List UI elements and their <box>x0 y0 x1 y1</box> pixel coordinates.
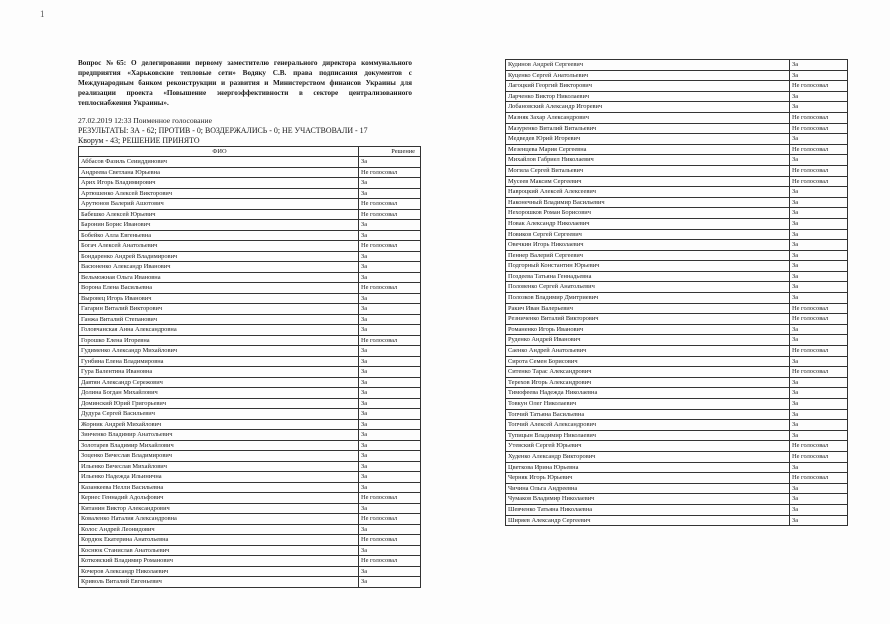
member-decision: Не голосовал <box>359 167 421 178</box>
member-name: Коснюк Станислав Анатольевич <box>79 545 359 556</box>
table-row <box>506 102 848 113</box>
member-name: Мазняк Захар Александрович <box>506 112 790 123</box>
member-decision: За <box>359 451 421 462</box>
member-decision: Не голосовал <box>790 314 848 325</box>
member-decision: За <box>790 282 848 293</box>
table-row <box>506 176 848 187</box>
member-name: Головчанская Анна Александровна <box>79 325 359 336</box>
member-name: Ситенко Тарас Александрович <box>506 367 790 378</box>
member-decision: За <box>359 472 421 483</box>
member-decision: За <box>359 220 421 231</box>
member-decision: За <box>359 230 421 241</box>
member-decision: За <box>359 367 421 378</box>
table-row <box>506 346 848 357</box>
member-decision: За <box>790 70 848 81</box>
table-row <box>79 388 421 399</box>
member-decision: За <box>359 356 421 367</box>
table-row <box>79 367 421 378</box>
page-mark: 1 <box>40 9 45 19</box>
member-decision: За <box>790 430 848 441</box>
member-decision: Не голосовал <box>359 514 421 525</box>
member-decision: За <box>359 178 421 189</box>
table-row <box>79 262 421 273</box>
member-decision: За <box>790 409 848 420</box>
member-name: Кернес Геннадий Адольфович <box>79 493 359 504</box>
member-name: Артюшенко Алексей Викторович <box>79 188 359 199</box>
member-name: Бондаренко Андрей Владимирович <box>79 251 359 262</box>
member-decision: За <box>359 398 421 409</box>
table-row <box>79 346 421 357</box>
member-decision: Не голосовал <box>359 535 421 546</box>
member-name: Навроцкий Алексей Алексеевич <box>506 187 790 198</box>
table-row <box>79 251 421 262</box>
table-row <box>79 356 421 367</box>
member-decision: За <box>790 494 848 505</box>
member-decision: Не голосовал <box>359 493 421 504</box>
member-name: Зоценко Вячеслав Владимирович <box>79 451 359 462</box>
table-row <box>79 209 421 220</box>
member-name: Гудименко Александр Михайлович <box>79 346 359 357</box>
member-decision: За <box>790 462 848 473</box>
member-decision: За <box>359 251 421 262</box>
member-decision: Не голосовал <box>790 112 848 123</box>
member-name: Медведев Юрий Игоревич <box>506 134 790 145</box>
table-row <box>79 241 421 252</box>
member-name: Гура Валентина Ивановна <box>79 367 359 378</box>
member-name: Арих Игорь Владимирович <box>79 178 359 189</box>
member-name: Романенко Игорь Иванович <box>506 324 790 335</box>
table-row <box>506 81 848 92</box>
table-row <box>79 482 421 493</box>
member-decision: За <box>359 293 421 304</box>
member-name: Нехорошков Роман Борисович <box>506 208 790 219</box>
table-row <box>506 504 848 515</box>
table-row <box>79 220 421 231</box>
table-row <box>506 261 848 272</box>
member-name: Овечкин Игорь Николаевич <box>506 240 790 251</box>
table-row <box>79 199 421 210</box>
member-name: Андреева Светлана Юрьевна <box>79 167 359 178</box>
table-row <box>79 514 421 525</box>
member-name: Ильенко Надежда Ильинична <box>79 472 359 483</box>
header-name: ФИО <box>79 147 359 157</box>
member-decision: За <box>790 356 848 367</box>
table-row <box>79 577 421 588</box>
member-decision: За <box>359 461 421 472</box>
table-row <box>506 515 848 526</box>
member-name: Новиков Сергей Сергеевич <box>506 229 790 240</box>
member-name: Черняк Игорь Юрьевич <box>506 473 790 484</box>
table-row <box>506 240 848 251</box>
member-decision: За <box>359 545 421 556</box>
member-decision: За <box>790 261 848 272</box>
member-decision: Не голосовал <box>790 165 848 176</box>
member-decision: За <box>359 262 421 273</box>
table-row <box>506 218 848 229</box>
member-decision: За <box>359 325 421 336</box>
question-text: Вопрос №65: О делегировании первому заместителю генерального директора коммунального предприятия «Харьковские тепловые сети» Водяку С.В. права подписания документов с Международным банком реконструкции и развития и Министерством финансов Украины для реализации проекта «Повышение энергоэффективности в секторе централизованного теплоснабжения Украины». <box>78 59 412 107</box>
table-row <box>506 187 848 198</box>
member-name: Выровец Игорь Иванович <box>79 293 359 304</box>
member-name: Ларченко Виктор Николаевич <box>506 91 790 102</box>
member-decision: За <box>790 250 848 261</box>
table-row <box>79 304 421 315</box>
member-decision: За <box>790 187 848 198</box>
member-name: Половенко Сергей Анатольевич <box>506 282 790 293</box>
member-decision: Не голосовал <box>359 283 421 294</box>
table-row <box>506 229 848 240</box>
table-row <box>506 377 848 388</box>
table-row <box>506 112 848 123</box>
member-name: Подгорный Константин Юрьевич <box>506 261 790 272</box>
member-name: Криволь Виталий Евгеньевич <box>79 577 359 588</box>
member-name: Худенко Александр Викторович <box>506 451 790 462</box>
member-decision: За <box>790 218 848 229</box>
table-row <box>79 377 421 388</box>
vote-table-right <box>505 59 848 526</box>
member-name: Михайлов Габриел Николаевич <box>506 155 790 166</box>
vote-summary <box>78 116 418 146</box>
vote-table-left <box>78 146 421 588</box>
table-row <box>506 250 848 261</box>
table-row <box>506 314 848 325</box>
member-decision: Не голосовал <box>790 441 848 452</box>
member-decision: Не голосовал <box>790 144 848 155</box>
member-name: Ширяев Александр Сергеевич <box>506 515 790 526</box>
member-name: Гунбина Елена Владимировна <box>79 356 359 367</box>
table-row <box>79 398 421 409</box>
member-decision: Не голосовал <box>359 335 421 346</box>
member-decision: Не голосовал <box>790 346 848 357</box>
member-decision: Не голосовал <box>359 199 421 210</box>
member-name: Топчий Татьяна Васильевна <box>506 409 790 420</box>
member-name: Чичина Ольга Андреевна <box>506 483 790 494</box>
member-decision: За <box>790 240 848 251</box>
member-name: Товкун Олег Николаевич <box>506 399 790 410</box>
table-row <box>79 167 421 178</box>
member-decision: Не голосовал <box>359 209 421 220</box>
table-row <box>506 473 848 484</box>
table-row <box>506 324 848 335</box>
table-row <box>506 441 848 452</box>
member-decision: Не голосовал <box>790 123 848 134</box>
member-decision: За <box>790 504 848 515</box>
member-decision: За <box>359 304 421 315</box>
member-decision: За <box>790 91 848 102</box>
member-decision: За <box>790 208 848 219</box>
member-decision: За <box>359 482 421 493</box>
member-name: Доминский Юрий Григорьевич <box>79 398 359 409</box>
table-row <box>506 494 848 505</box>
table-row <box>506 208 848 219</box>
member-name: Руденко Андрей Иванович <box>506 335 790 346</box>
member-name: Жорник Андрей Михайлович <box>79 419 359 430</box>
member-decision: За <box>790 399 848 410</box>
vote-table-right-body <box>506 60 848 526</box>
table-row <box>506 399 848 410</box>
table-row <box>506 123 848 134</box>
table-row <box>506 60 848 71</box>
table-row <box>506 271 848 282</box>
table-row <box>79 451 421 462</box>
member-decision: Не голосовал <box>359 556 421 567</box>
member-name: Дудура Сергей Васильевич <box>79 409 359 420</box>
member-name: Арутюнов Валерий Ашотович <box>79 199 359 210</box>
member-decision: За <box>790 134 848 145</box>
table-row <box>79 430 421 441</box>
member-name: Утевский Сергей Юрьевич <box>506 441 790 452</box>
member-name: Лобановский Александр Игоревич <box>506 102 790 113</box>
member-name: Мезенцева Мария Сергеевна <box>506 144 790 155</box>
table-row <box>506 409 848 420</box>
member-name: Наконечный Владимир Васильевич <box>506 197 790 208</box>
table-row <box>506 91 848 102</box>
member-name: Могила Сергей Витальевич <box>506 165 790 176</box>
table-row <box>79 188 421 199</box>
table-row <box>506 462 848 473</box>
member-decision: За <box>359 188 421 199</box>
table-row <box>79 461 421 472</box>
member-decision: Не голосовал <box>790 303 848 314</box>
member-name: Коваленко Наталия Александровна <box>79 514 359 525</box>
table-row <box>79 157 421 168</box>
table-row <box>79 293 421 304</box>
member-decision: За <box>790 60 848 71</box>
member-name: Васюненко Александр Иванович <box>79 262 359 273</box>
member-name: Пеннер Валерий Сергеевич <box>506 250 790 261</box>
table-row <box>79 440 421 451</box>
table-row <box>506 430 848 441</box>
member-name: Ильенко Вячеслав Михайлович <box>79 461 359 472</box>
table-row <box>506 144 848 155</box>
member-decision: За <box>790 324 848 335</box>
member-decision: Не голосовал <box>790 473 848 484</box>
member-decision: За <box>790 229 848 240</box>
member-decision: За <box>359 430 421 441</box>
member-name: Чумаков Владимир Николаевич <box>506 494 790 505</box>
table-row <box>506 388 848 399</box>
table-row <box>506 451 848 462</box>
member-decision: За <box>359 409 421 420</box>
member-decision: За <box>359 388 421 399</box>
table-row <box>506 70 848 81</box>
table-row <box>79 556 421 567</box>
table-row <box>506 155 848 166</box>
member-decision: За <box>790 483 848 494</box>
member-name: Котковский Владимир Романович <box>79 556 359 567</box>
member-decision: За <box>790 335 848 346</box>
member-decision: Не голосовал <box>790 451 848 462</box>
member-name: Мазуренко Виталий Витальевич <box>506 123 790 134</box>
member-name: Лагоцкий Георгий Викторович <box>506 81 790 92</box>
member-decision: За <box>359 440 421 451</box>
member-decision: За <box>359 377 421 388</box>
table-row <box>506 165 848 176</box>
member-name: Саенко Андрей Анатольевич <box>506 346 790 357</box>
table-row <box>506 483 848 494</box>
member-decision: За <box>790 155 848 166</box>
table-row <box>79 272 421 283</box>
table-row <box>79 524 421 535</box>
member-name: Мусеев Максим Сергеевич <box>506 176 790 187</box>
member-name: Аббасов Фазиль Сеииддинович <box>79 157 359 168</box>
quorum-decision: Кворум - 43; РЕШЕНИЕ ПРИНЯТО <box>78 136 200 145</box>
member-name: Зинченко Владимир Анатольевич <box>79 430 359 441</box>
table-row <box>79 503 421 514</box>
member-decision: За <box>359 157 421 168</box>
member-decision: За <box>359 524 421 535</box>
member-name: Золотарев Владимир Михайлович <box>79 440 359 451</box>
member-name: Ракич Иван Валерьевич <box>506 303 790 314</box>
member-decision: Не голосовал <box>790 367 848 378</box>
table-row <box>79 335 421 346</box>
member-name: Ганжа Виталий Степанович <box>79 314 359 325</box>
member-name: Бабешко Алексей Юрьевич <box>79 209 359 220</box>
member-decision: За <box>790 515 848 526</box>
member-name: Терехов Игорь Александрович <box>506 377 790 388</box>
member-decision: За <box>790 377 848 388</box>
table-row <box>506 367 848 378</box>
member-name: Вельможная Ольга Ивановна <box>79 272 359 283</box>
table-header-row <box>79 147 421 157</box>
vote-results: РЕЗУЛЬТАТЫ: ЗА - 62; ПРОТИВ - 0; ВОЗДЕРЖАЛИСЬ - 0; НЕ УЧАСТВОВАЛИ - 17 <box>78 126 368 135</box>
member-name: Кордюк Екатерина Анатольевна <box>79 535 359 546</box>
member-decision: За <box>790 197 848 208</box>
vote-time: 27.02.2019 12:33 Поименное голосование <box>78 116 212 125</box>
table-row <box>79 535 421 546</box>
table-row <box>79 178 421 189</box>
table-row <box>79 566 421 577</box>
member-decision: За <box>359 314 421 325</box>
table-row <box>79 472 421 483</box>
member-decision: За <box>790 102 848 113</box>
member-name: Бобейко Алла Евгеньевна <box>79 230 359 241</box>
table-row <box>506 282 848 293</box>
member-name: Топчий Алексей Александрович <box>506 420 790 431</box>
member-name: Поздеева Татьяна Геннадьевна <box>506 271 790 282</box>
table-row <box>506 134 848 145</box>
member-name: Куценко Сергей Анатольевич <box>506 70 790 81</box>
member-name: Полозков Владимир Дмитриевич <box>506 293 790 304</box>
table-row <box>506 303 848 314</box>
table-row <box>79 325 421 336</box>
member-decision: За <box>790 388 848 399</box>
member-decision: За <box>790 420 848 431</box>
member-decision: За <box>359 419 421 430</box>
member-name: Кудинов Андрей Сергеевич <box>506 60 790 71</box>
member-name: Резниченко Виталий Викторович <box>506 314 790 325</box>
table-row <box>506 335 848 346</box>
member-decision: За <box>359 577 421 588</box>
member-decision: Не голосовал <box>790 81 848 92</box>
member-decision: Не голосовал <box>790 176 848 187</box>
member-name: Китанин Виктор Александрович <box>79 503 359 514</box>
member-name: Долина Богдан Михайлович <box>79 388 359 399</box>
member-name: Гагарин Виталий Викторович <box>79 304 359 315</box>
member-decision: За <box>790 271 848 282</box>
member-name: Кочеров Александр Николаевич <box>79 566 359 577</box>
member-name: Баронин Борис Иванович <box>79 220 359 231</box>
member-decision: За <box>359 346 421 357</box>
header-decision: Решение <box>359 147 421 157</box>
table-row <box>506 356 848 367</box>
vote-table-left-body <box>79 157 421 588</box>
member-name: Богач Алексей Анатольевич <box>79 241 359 252</box>
member-name: Тупицын Владимир Николаевич <box>506 430 790 441</box>
member-name: Шевченко Татьяна Николаевна <box>506 504 790 515</box>
member-name: Давтян Александр Сережович <box>79 377 359 388</box>
table-row <box>79 283 421 294</box>
member-name: Тимофеева Надежда Николаевна <box>506 388 790 399</box>
member-decision: За <box>790 293 848 304</box>
member-decision: За <box>359 272 421 283</box>
table-row <box>79 314 421 325</box>
member-name: Ворона Елена Васильевна <box>79 283 359 294</box>
member-name: Горошко Елена Игоревна <box>79 335 359 346</box>
table-row <box>506 420 848 431</box>
member-name: Новак Александр Николаевич <box>506 218 790 229</box>
table-row <box>79 409 421 420</box>
table-row <box>79 230 421 241</box>
table-row <box>506 293 848 304</box>
table-row <box>506 197 848 208</box>
member-name: Цветкова Ирина Юрьевна <box>506 462 790 473</box>
member-decision: За <box>359 566 421 577</box>
member-decision: За <box>359 503 421 514</box>
member-name: Сирота Семен Борисович <box>506 356 790 367</box>
member-decision: Не голосовал <box>359 241 421 252</box>
table-row <box>79 545 421 556</box>
table-row <box>79 493 421 504</box>
member-name: Колос Андрей Леонидович <box>79 524 359 535</box>
table-row <box>79 419 421 430</box>
member-name: Казанкеева Нелли Васильевна <box>79 482 359 493</box>
